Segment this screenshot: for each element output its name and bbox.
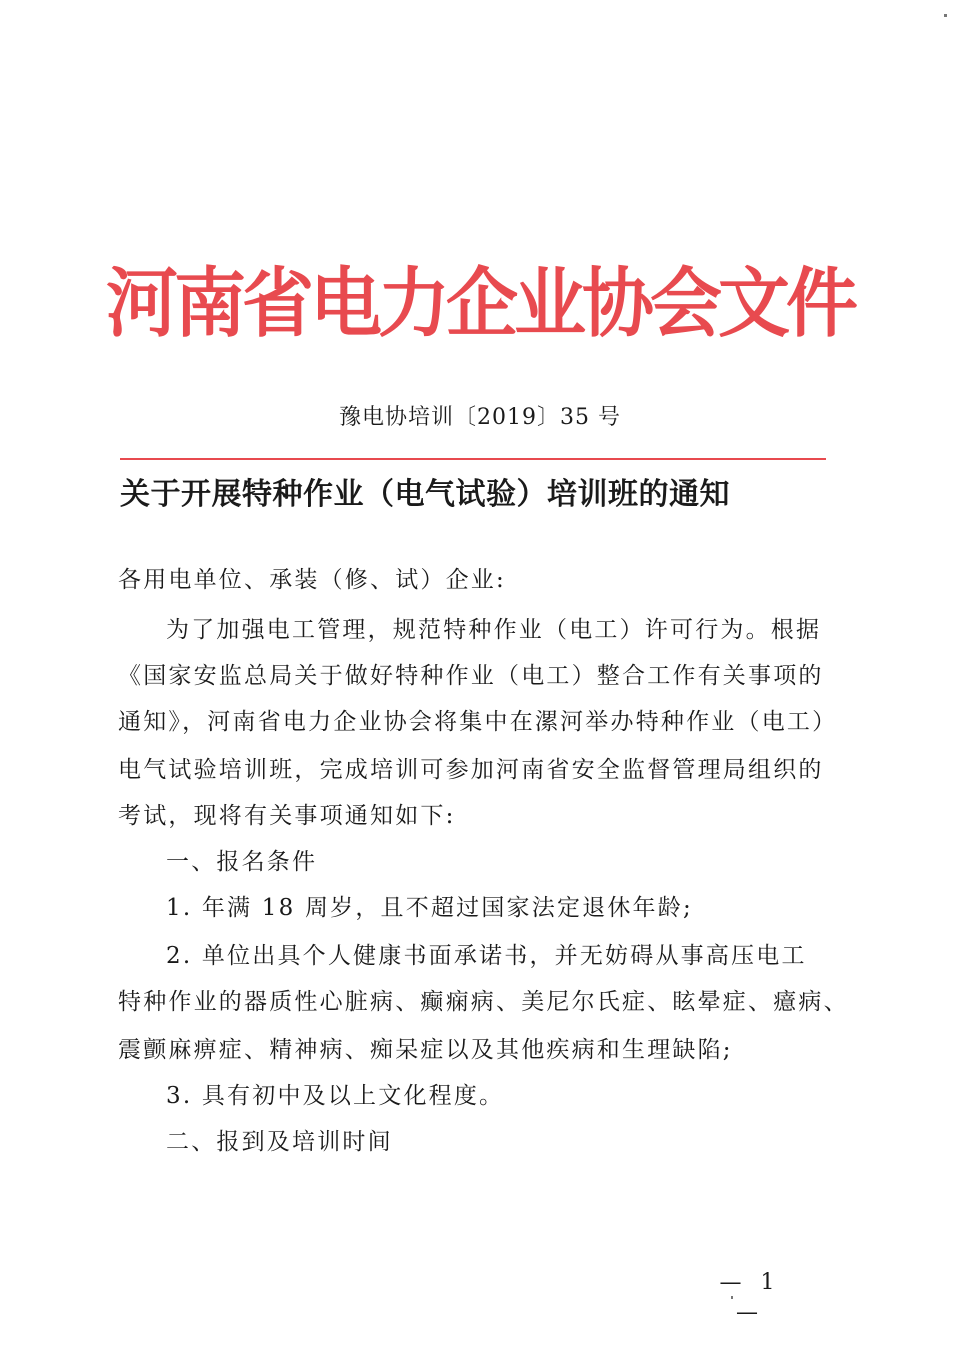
paragraph-line: 为了加强电工管理，规范特种作业（电工）许可行为。根据: [166, 617, 822, 643]
paragraph-line: 《国家安监总局关于做好特种作业（电工）整合工作有关事项的: [118, 663, 824, 689]
scan-speck: [731, 1296, 733, 1299]
paragraph-line: 通知》，河南省电力企业协会将集中在漯河举办特种作业（电工）: [118, 709, 838, 735]
red-divider-line: [120, 458, 826, 460]
scan-speck: [944, 14, 947, 17]
org-header-title: 河南省电力企业协会文件: [105, 257, 854, 348]
list-item: 2. 单位出具个人健康书面承诺书，并无妨碍从事高压电工: [166, 943, 807, 969]
page-number: — 1 —: [719, 1270, 781, 1325]
list-item-continuation: 特种作业的器质性心脏病、癫痫病、美尼尔氏症、眩晕症、癔病、: [118, 989, 849, 1015]
paragraph-line: 电气试验培训班，完成培训可参加河南省安全监督管理局组织的: [118, 757, 824, 783]
list-item: 1. 年满 18 周岁，且不超过国家法定退休年龄;: [166, 895, 693, 921]
section-heading-schedule: 二、报到及培训时间: [166, 1129, 393, 1155]
addressee-line: 各用电单位、承装（修、试）企业:: [118, 567, 506, 593]
list-item-continuation: 震颤麻痹症、精神病、痴呆症以及其他疾病和生理缺陷;: [118, 1037, 733, 1063]
list-item: 3. 具有初中及以上文化程度。: [166, 1083, 505, 1109]
document-number: 豫电协培训〔2019〕35 号: [339, 405, 621, 430]
paragraph-line: 考试，现将有关事项通知如下:: [118, 803, 456, 829]
section-heading-registration: 一、报名条件: [166, 849, 318, 875]
notice-title: 关于开展特种作业（电气试验）培训班的通知: [120, 477, 730, 512]
